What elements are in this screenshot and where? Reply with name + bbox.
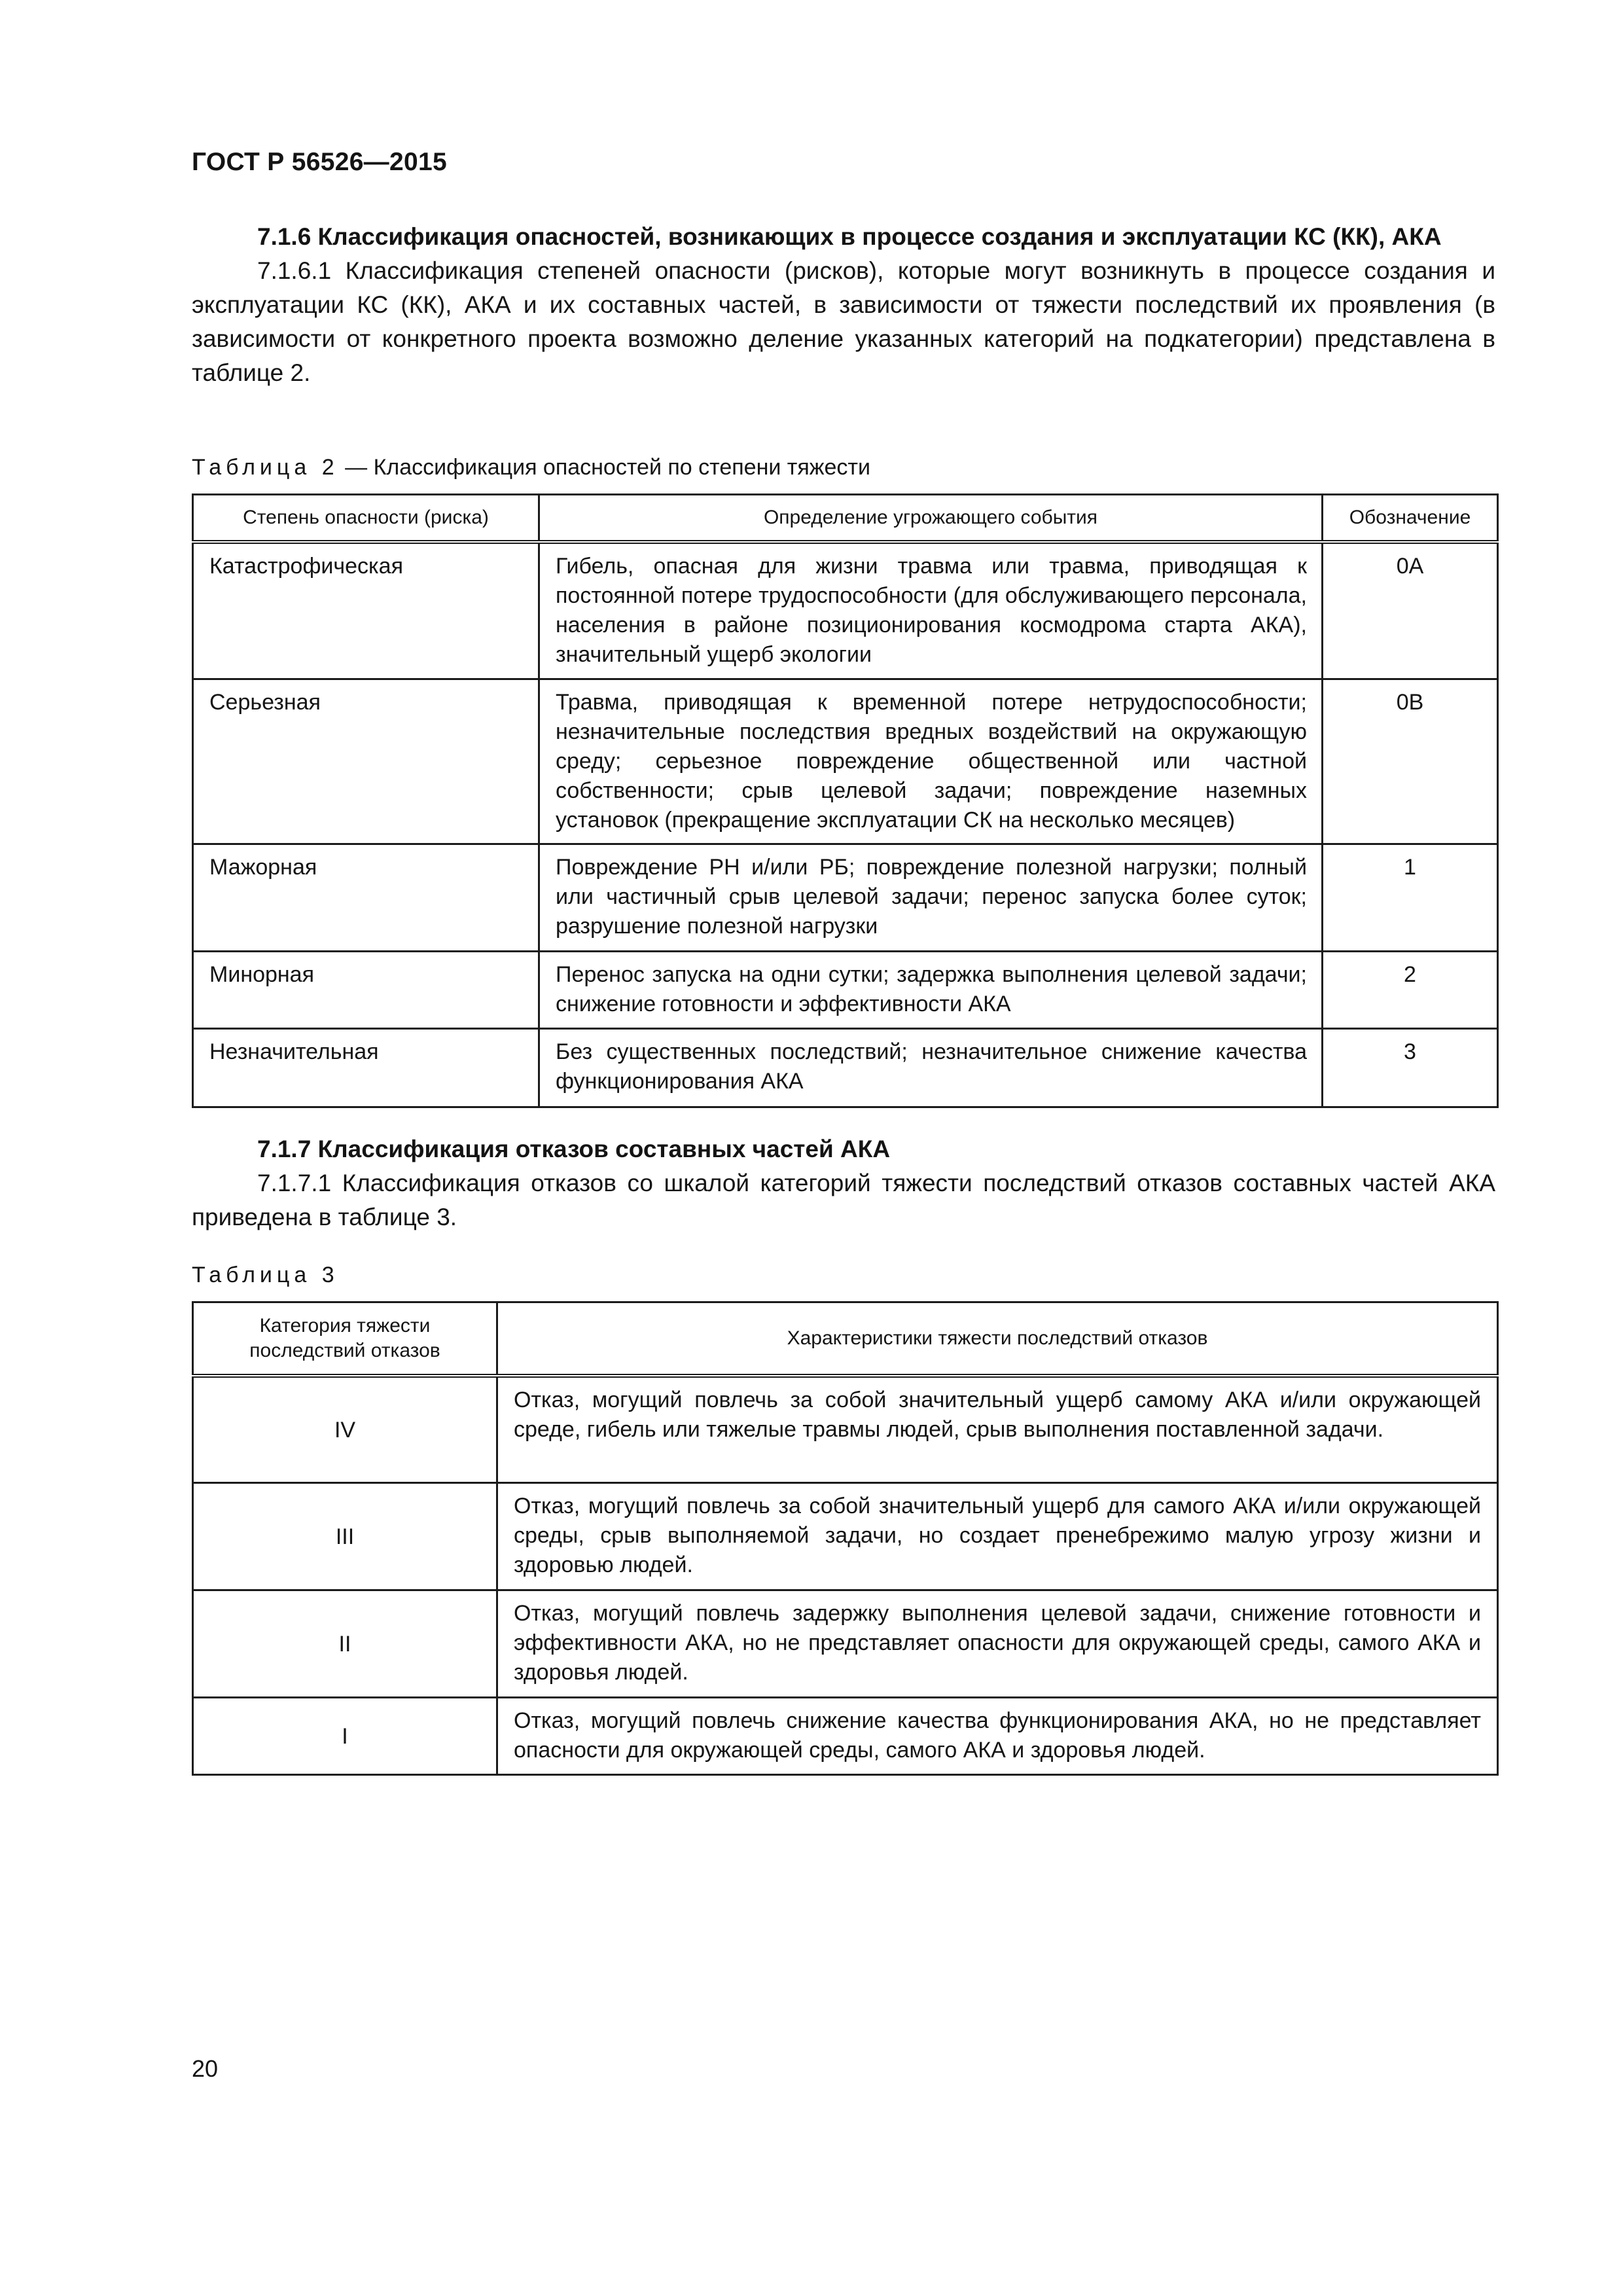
table-row: [193, 1376, 1498, 1483]
column-header: Характеристики тяжести последствий отказов: [497, 1302, 1498, 1376]
code-cell: 0В: [1323, 679, 1498, 844]
section-paragraph: 7.1.6.1 Классификация степеней опасности (рисков), которые могут возникнуть в процессе создания и эксплуатации КС (КК), АКА и их составных частей, в зависимости от тяжести последствий их проявления (в зависимости от конкретного проекта возможно деление указанных категорий на подкатегории) представлена в таблице 2.: [192, 257, 1495, 386]
table-row: [193, 1483, 1498, 1590]
table-row: [193, 952, 1498, 1029]
definition-cell: Перенос запуска на одни сутки; задержка выполнения целевой задачи; снижение готовности и эффективности АКА: [539, 952, 1323, 1029]
document-code: ГОСТ Р 56526—2015: [192, 148, 447, 176]
table-header-row: [193, 495, 1498, 542]
code-cell: 2: [1323, 952, 1498, 1029]
section-title: 7.1.6 Классификация опасностей, возникающих в процессе создания и эксплуатации КС (КК), АКА: [257, 223, 1442, 250]
table-row: [193, 1698, 1498, 1775]
table-header-row: [193, 1302, 1498, 1376]
column-header: Определение угрожающего события: [539, 495, 1323, 542]
table-row: [193, 679, 1498, 844]
severity-cell: Серьезная: [193, 679, 539, 844]
table-row: [193, 1590, 1498, 1698]
column-header: Степень опасности (риска): [193, 495, 539, 542]
category-cell: III: [193, 1483, 497, 1590]
definition-cell: Повреждение РН и/или РБ; повреждение полезной нагрузки; полный или частичный срыв целевой задачи; перенос запуска более суток; разрушение полезной нагрузки: [539, 844, 1323, 952]
failure-category-table: [192, 1301, 1499, 1776]
category-cell: I: [193, 1698, 497, 1775]
definition-cell: Без существенных последствий; незначительное снижение качества функционирования АКА: [539, 1029, 1323, 1107]
description-cell: Отказ, могущий повлечь задержку выполнения целевой задачи, снижение готовности и эффективности АКА, но не представляет опасности для окружающей среды, самого АКА и здоровья людей.: [497, 1590, 1498, 1698]
definition-cell: Травма, приводящая к временной потере нетрудоспособности; незначительные последствия вредных воздействий на окружающую среду; серьезное повреждение общественной или частной собственности; срыв целевой задачи; повреждение наземных установок (прекращение эксплуатации СК на несколько месяцев): [539, 679, 1323, 844]
section-paragraph: 7.1.7.1 Классификация отказов со шкалой категорий тяжести последствий отказов составных частей АКА приведена в таблице 3.: [192, 1170, 1495, 1230]
code-cell: 3: [1323, 1029, 1498, 1107]
column-header: Категория тяжести последствий отказов: [193, 1302, 497, 1376]
table-row: [193, 844, 1498, 952]
description-cell: Отказ, могущий повлечь снижение качества функционирования АКА, но не представляет опасности для окружающей среды, самого АКА и здоровья людей.: [497, 1698, 1498, 1775]
severity-cell: Незначительная: [193, 1029, 539, 1107]
column-header: Обозначение: [1323, 495, 1498, 542]
section-7-1-7: [192, 1132, 1495, 1234]
section-7-1-6: [192, 220, 1495, 390]
table-caption-text: — Классификация опасностей по степени тяжести: [338, 455, 870, 480]
description-cell: Отказ, могущий повлечь за собой значительный ущерб для самого АКА и/или окружающей среды, срыв выполняемой задачи, но создает пренебрежимо малую угрозу жизни и здоровью людей.: [497, 1483, 1498, 1590]
definition-cell: Гибель, опасная для жизни травма или травма, приводящая к постоянной потере трудоспособности (для обслуживающего персонала, населения в районе позиционирования космодрома старта АКА), значительный ущерб экологии: [539, 542, 1323, 679]
table-2-caption: [192, 454, 870, 480]
table-caption-label: Таблица 3: [192, 1263, 339, 1287]
severity-cell: Мажорная: [193, 844, 539, 952]
category-cell: II: [193, 1590, 497, 1698]
severity-cell: Минорная: [193, 952, 539, 1029]
hazard-classification-table: [192, 493, 1499, 1108]
section-title: 7.1.7 Классификация отказов составных частей АКА: [257, 1136, 891, 1162]
table-row: [193, 542, 1498, 679]
table-3-caption: [192, 1262, 339, 1288]
page-number: 20: [192, 2055, 219, 2082]
severity-cell: Катастрофическая: [193, 542, 539, 679]
description-cell: Отказ, могущий повлечь за собой значительный ущерб самому АКА и/или окружающей среде, гибель или тяжелые травмы людей, срыв выполнения поставленной задачи.: [497, 1376, 1498, 1483]
table-caption-label: Таблица 2: [192, 455, 339, 480]
code-cell: 0А: [1323, 542, 1498, 679]
table-row: [193, 1029, 1498, 1107]
code-cell: 1: [1323, 844, 1498, 952]
category-cell: IV: [193, 1376, 497, 1483]
